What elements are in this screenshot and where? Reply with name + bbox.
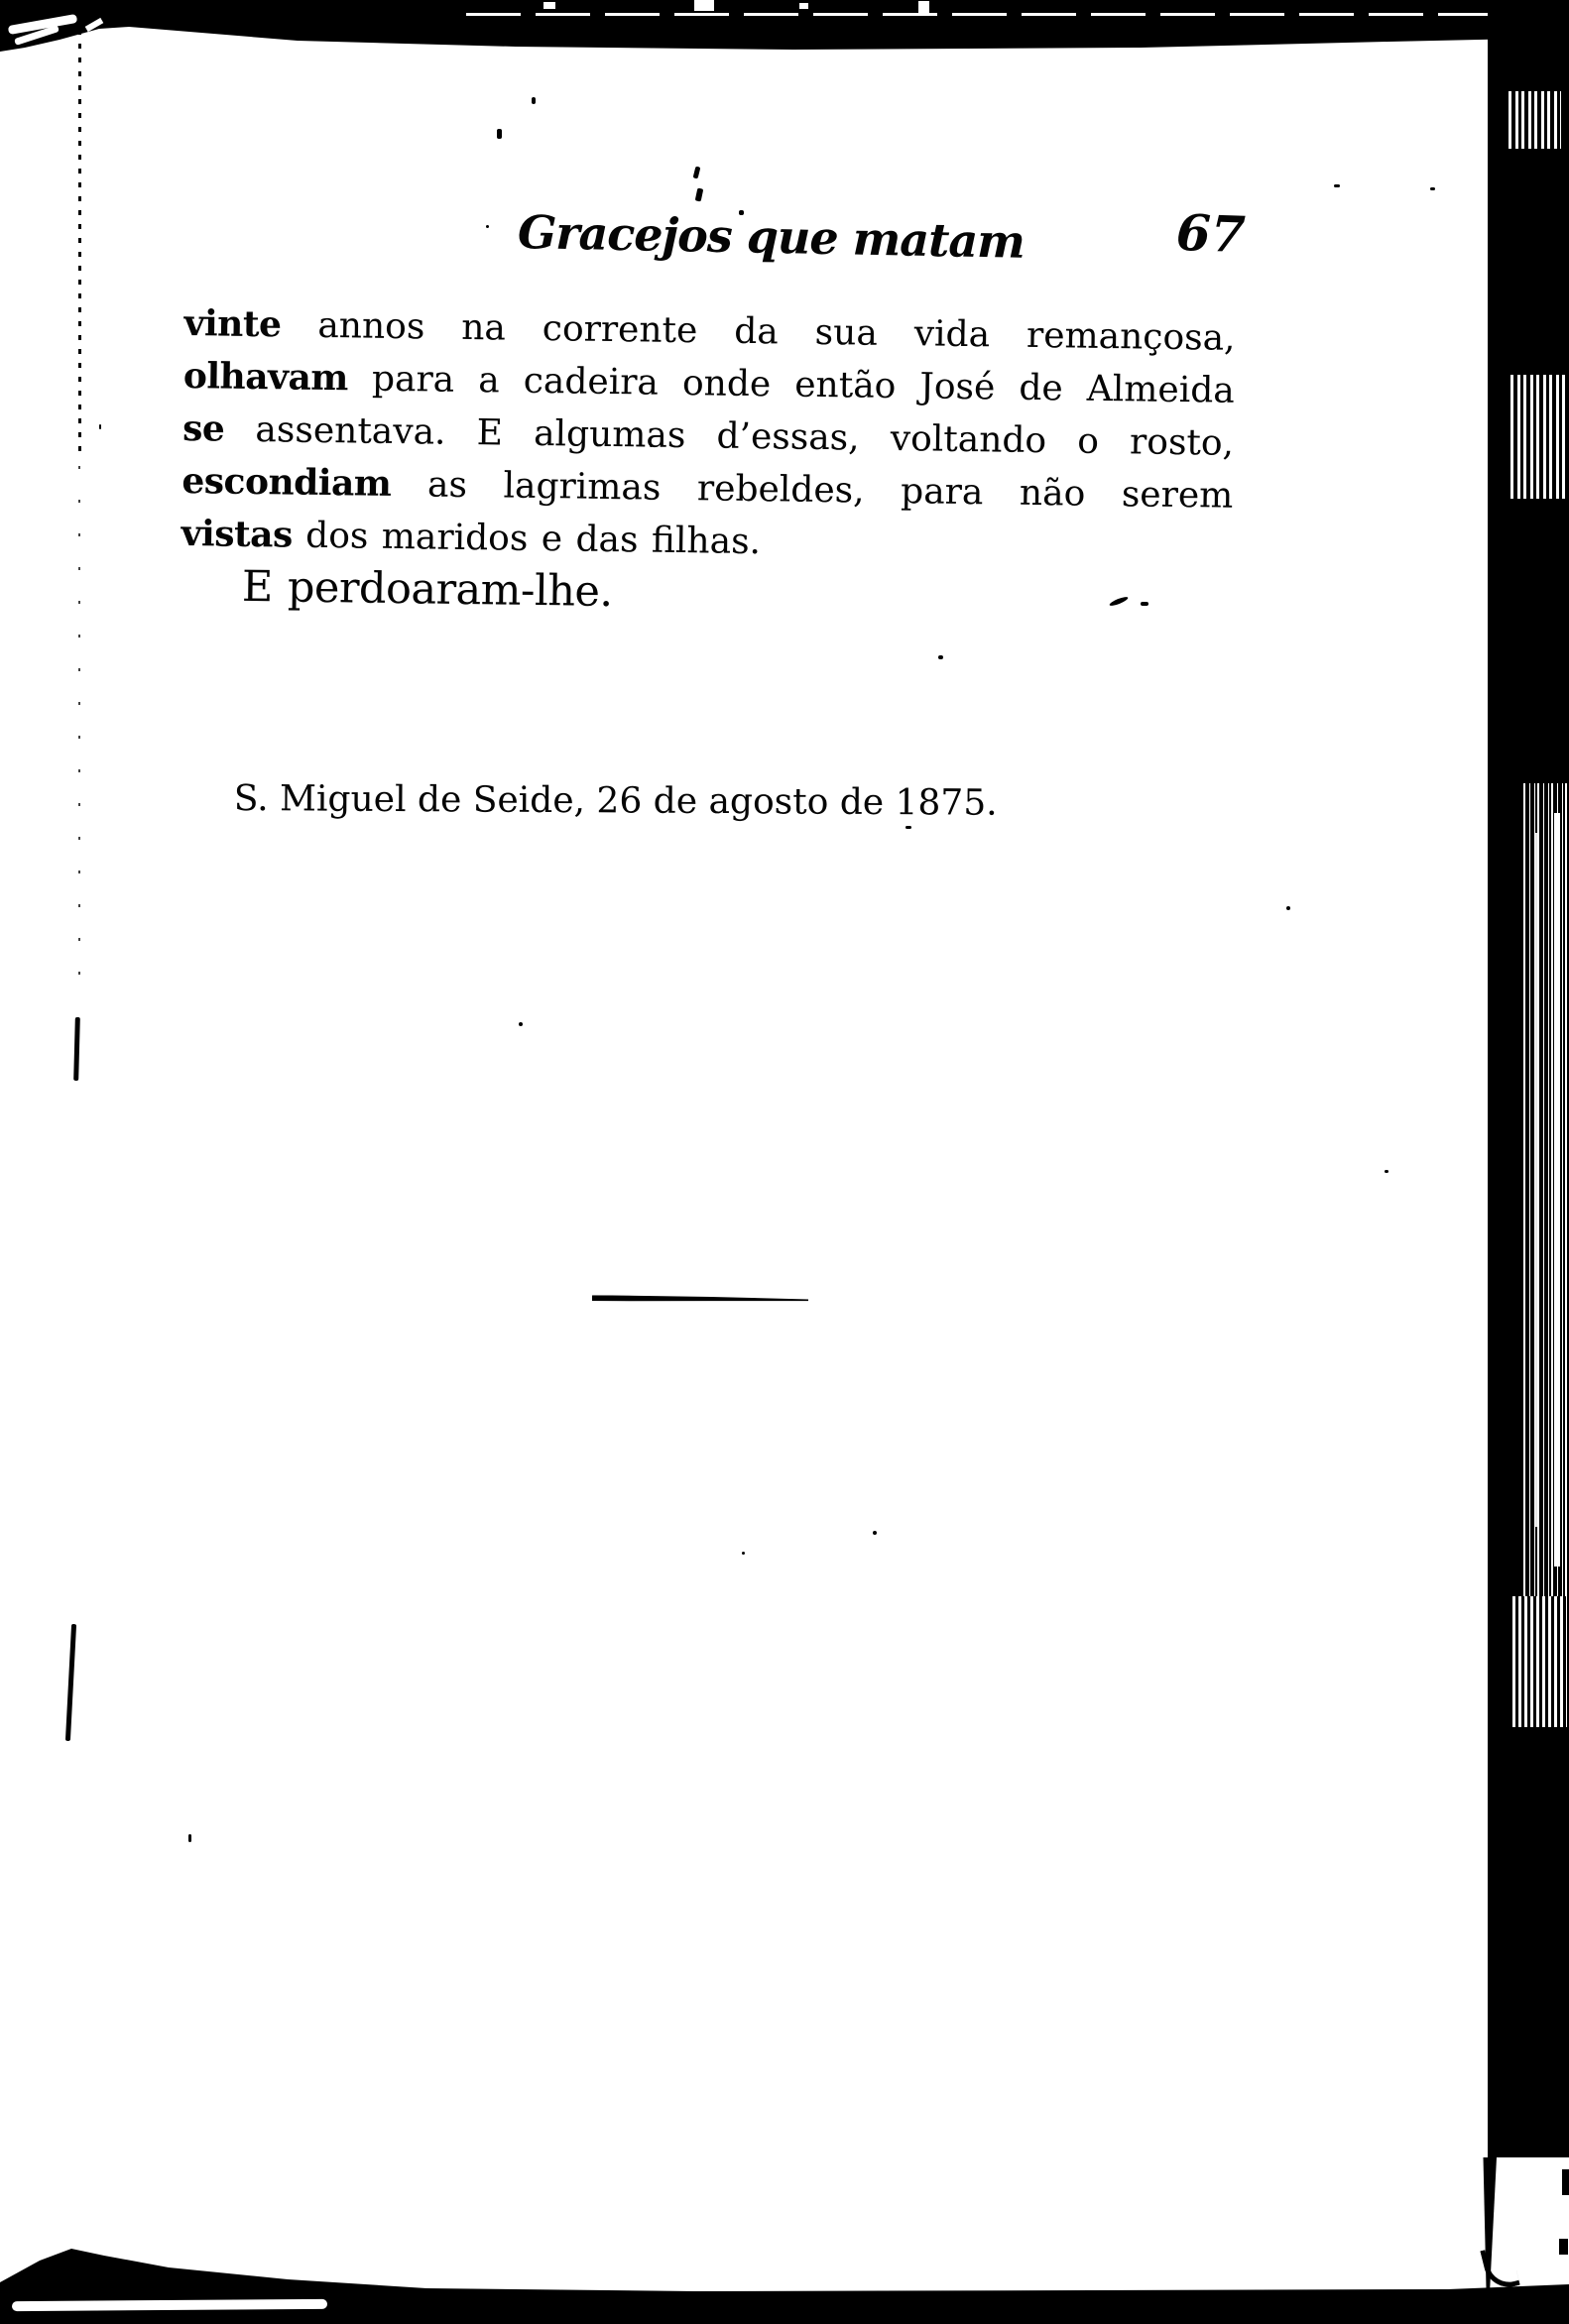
scan-speck <box>497 129 502 139</box>
scan-page-edge-streaks <box>1508 375 1567 499</box>
scan-speck <box>1562 2169 1569 2195</box>
body-paragraph <box>181 297 1236 627</box>
scan-speck <box>1385 1170 1388 1173</box>
scan-page-edge-streaks <box>1509 1596 1567 1727</box>
scan-page-edge-streaks <box>1535 833 1538 1527</box>
dateline: S. Miguel de Seide, 26 de agosto de 1875. <box>233 777 998 824</box>
line-lead-word: vinte <box>183 301 282 346</box>
scan-gutter-dotted-line <box>78 466 80 982</box>
closing-line: E perdoaram-lhe. <box>241 561 613 618</box>
scan-speck <box>938 655 943 659</box>
scan-speck <box>1559 2239 1568 2255</box>
line-lead-word: vistas <box>181 512 294 556</box>
scan-speck <box>519 1022 523 1026</box>
line-text: para a cadeira onde então José de Almeida <box>371 358 1236 411</box>
scan-speck <box>188 1834 191 1842</box>
scan-speck <box>693 167 701 179</box>
line-lead-word: olhavam <box>182 354 349 400</box>
scan-speck <box>742 1552 745 1555</box>
page-number: 67 <box>1175 202 1247 265</box>
scan-page-edge-streaks <box>1506 91 1561 149</box>
scan-gutter-dotted-line <box>78 30 81 456</box>
scan-speck <box>1286 906 1290 910</box>
line-lead-word: se <box>181 407 225 450</box>
line-text: as lagrimas rebeldes, para não serem <box>426 464 1234 517</box>
scan-white-speck <box>918 1 929 14</box>
scan-speck <box>1334 184 1340 187</box>
scan-speck <box>532 97 536 104</box>
scan-top-white-line <box>466 13 1569 16</box>
scan-top-band <box>0 0 1569 52</box>
scan-white-speck <box>799 3 808 9</box>
scan-speck <box>1430 187 1435 190</box>
scan-speck <box>695 188 704 202</box>
scan-gutter-dash <box>73 1017 80 1081</box>
scan-white-speck <box>543 2 555 9</box>
scan-bottom-band <box>0 2241 1569 2324</box>
scan-hook-mark <box>1480 2244 1519 2292</box>
line-text: dos maridos e das filhas. <box>304 515 762 563</box>
scan-page-edge-streaks <box>1554 813 1560 1567</box>
scan-page-edge-streaks <box>1521 783 1569 1596</box>
line-lead-word: escondiam <box>181 459 392 505</box>
scan-speck <box>99 424 101 429</box>
scan-gutter-dash <box>65 1624 76 1741</box>
scan-speck <box>873 1531 877 1535</box>
section-rule <box>592 1295 808 1303</box>
line-text: annos na corrente da sua vida remançosa, <box>317 304 1236 359</box>
scan-speck <box>486 225 489 228</box>
line-text: assentava. E algumas d’essas, voltando o rosto, <box>255 409 1235 464</box>
running-header-title: Gracejos que matam <box>517 205 1026 269</box>
scan-white-speck <box>694 0 714 11</box>
